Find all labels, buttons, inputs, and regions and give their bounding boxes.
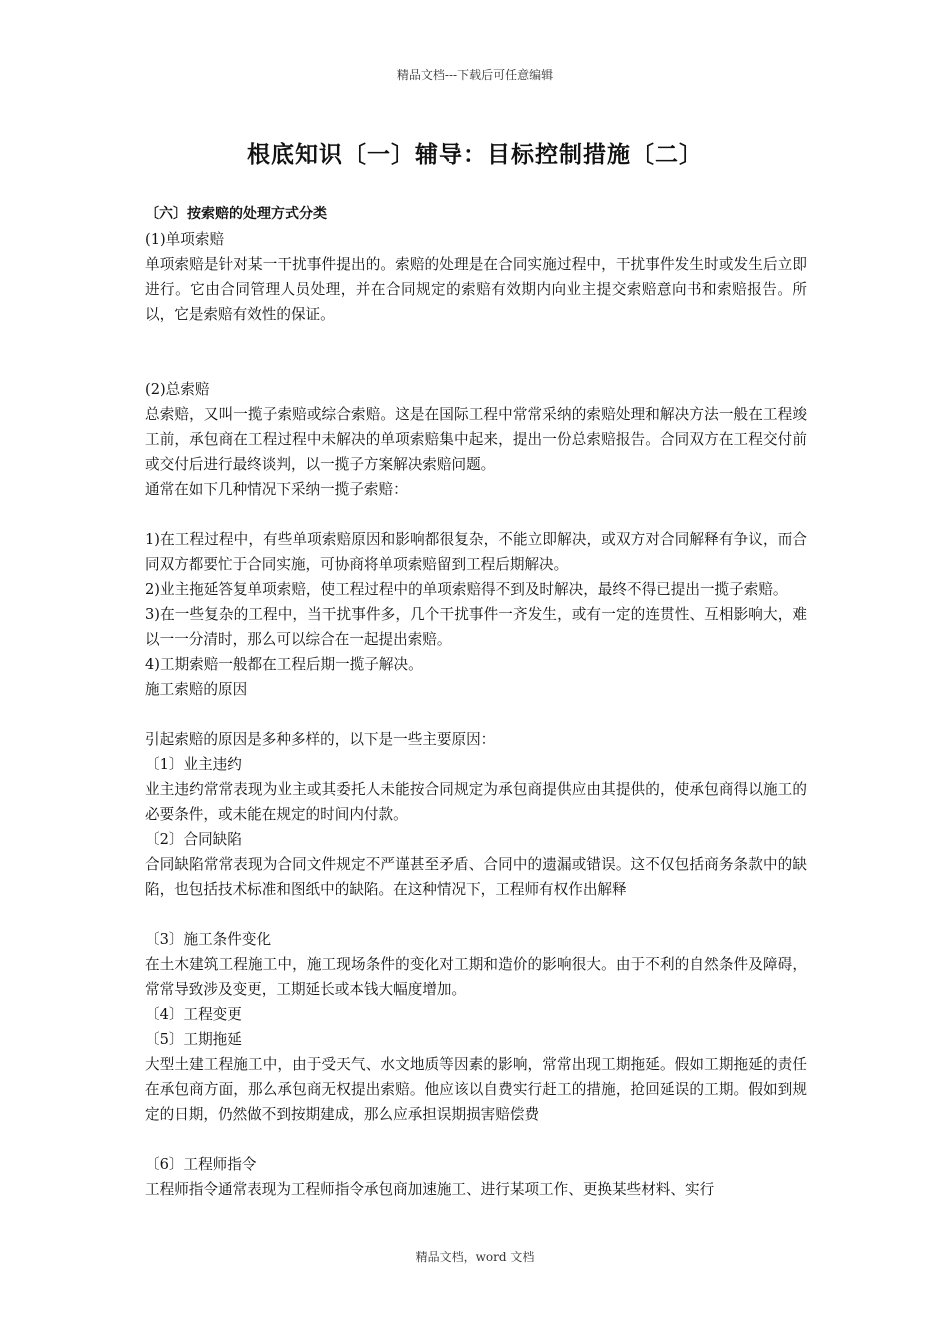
subheading: 〔6〕工程师指令 (145, 1156, 257, 1173)
paragraph: 通常在如下几种情况下采纳一揽子索赔： (145, 481, 408, 498)
paragraph: 大型土建工程施工中，由于受天气、水文地质等因素的影响，常常出现工期拖延。假如工期拖延的责任在承包商方面，那么承包商无权提出索赔。他应该以自费实行赶工的措施，抢回延误的工期。假如到规定的日期，仍然做不到按期建成，那么应承担误期损害赔偿费 (145, 1056, 807, 1123)
list-item: 3)在一些复杂的工程中，当干扰事件多，几个干扰事件一齐发生，或有一定的连贯性、互相影响大，难以一一分清时，那么可以综合在一起提出索赔。 (145, 606, 807, 648)
paragraph: 在土木建筑工程施工中，施工现场条件的变化对工期和造价的影响很大。由于不利的自然条件及障碍，常常导致涉及变更，工期延长或本钱大幅度增加。 (145, 956, 807, 998)
paragraph: 业主违约常常表现为业主或其委托人未能按合同规定为承包商提供应由其提供的，使承包商得以施工的必要条件，或未能在规定的时间内付款。 (145, 781, 807, 823)
paragraph: 合同缺陷常常表现为合同文件规定不严谨甚至矛盾、合同中的遗漏或错误。这不仅包括商务条款中的缺陷，也包括技术标准和图纸中的缺陷。在这种情况下，工程师有权作出解释 (145, 856, 807, 898)
subheading: 〔1〕业主违约 (145, 756, 242, 773)
document-body (145, 202, 807, 1202)
subheading: 〔3〕施工条件变化 (145, 931, 272, 948)
paragraph: 单项索赔是针对某一干扰事件提出的。索赔的处理是在合同实施过程中，干扰事件发生时或发生后立即进行。它由合同管理人员处理，并在合同规定的索赔有效期内向业主提交索赔意向书和索赔报告。所以，它是索赔有效性的保证。 (145, 256, 807, 323)
subheading-causes: 施工索赔的原因 (145, 681, 248, 698)
page-footer: 精品文档，word 文档 (415, 1250, 535, 1264)
list-item: 2)业主拖延答复单项索赔，使工程过程中的单项索赔得不到及时解决，最终不得已提出一揽子索赔。 (145, 581, 788, 598)
paragraph: 总索赔，又叫一揽子索赔或综合索赔。这是在国际工程中常常采纳的索赔处理和解决方法一般在工程竣工前，承包商在工程过程中未解决的单项索赔集中起来，提出一份总索赔报告。合同双方在工程交付前或交付后进行最终谈判，以一揽子方案解决索赔问题。 (145, 406, 807, 473)
paragraph: 引起索赔的原因是多种多样的，以下是一些主要原因： (145, 731, 496, 748)
subheading: 〔2〕合同缺陷 (145, 831, 242, 848)
paragraph: 工程师指令通常表现为工程师指令承包商加速施工、进行某项工作、更换某些材料、实行 (145, 1181, 715, 1198)
document-title: 根底知识〔一〕辅导：目标控制措施〔二〕 (247, 142, 703, 168)
list-item: 1)在工程过程中，有些单项索赔原因和影响都很复杂，不能立即解决，或双方对合同解释有争议，而合同双方都要忙于合同实施，可协商将单项索赔留到工程后期解决。 (145, 531, 807, 573)
page-header: 精品文档---下载后可任意编辑 (396, 68, 554, 82)
subheading: 〔4〕工程变更 (145, 1006, 242, 1023)
subheading-single-claim: (1)单项索赔 (145, 231, 225, 248)
list-item: 4)工期索赔一般都在工程后期一揽子解决。 (145, 656, 423, 673)
section-heading: 〔六〕按索赔的处理方式分类 (145, 206, 327, 222)
subheading-total-claim: (2)总索赔 (145, 381, 210, 398)
subheading: 〔5〕工期拖延 (145, 1031, 242, 1048)
